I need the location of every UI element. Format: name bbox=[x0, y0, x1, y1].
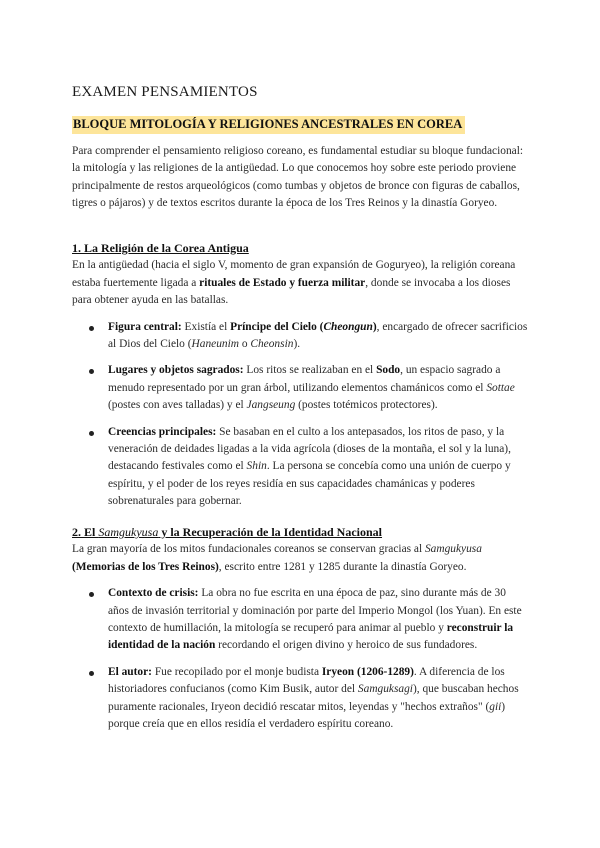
section-1-heading: 1. La Religión de la Corea Antigua bbox=[72, 241, 249, 255]
list-item: Creencias principales: Se basaban en el culto a los antepasados, los ritos de paso, y la veneración de deidades ligadas a la vida agrícola (dioses de la montaña, el sol y la luna), destacando festivales como el Shin. La persona se concebía como una unión de cuerpo y espíritu, y el poder de los reyes residía en sus capacidades chamánicas y poderes sobrenaturales para gobernar. bbox=[72, 424, 528, 511]
section-2-heading: 2. El Samgukyusa y la Recuperación de la Identidad Nacional bbox=[72, 525, 383, 539]
list-item: Lugares y objetos sagrados: Los ritos se realizaban en el Sodo, un espacio sagrado a menudo representado por un gran árbol, utilizando elementos chamánicos como el Sottae (postes con aves talladas) y el Jangseung (postes totémicos protectores). bbox=[72, 362, 528, 414]
highlighted-subtitle: BLOQUE MITOLOGÍA Y RELIGIONES ANCESTRALES EN COREA bbox=[72, 116, 465, 134]
list-item: El autor: Fue recopilado por el monje budista Iryeon (1206-1289). A diferencia de los historiadores confucianos (como Kim Busik, autor del Samguksagi), que buscaban hechos puramente racionales, Iryeon decidió rescatar mitos, leyendas y "hechos extraños" (gii) porque creía que en ellos residía el verdadero espíritu coreano. bbox=[72, 664, 528, 734]
page-title: EXAMEN PENSAMIENTOS bbox=[72, 84, 258, 100]
list-item: Figura central: Existía el Príncipe del Cielo (Cheongun), encargado de ofrecer sacrificios al Dios del Cielo (Haneunim o Cheonsin). bbox=[72, 319, 528, 354]
section-2 bbox=[72, 524, 528, 733]
intro-paragraph: Para comprender el pensamiento religioso coreano, es fundamental estudiar su bloque fundacional: la mitología y las religiones de la antigüedad. Lo que conocemos hoy sobre este periodo proviene principalmente de restos arqueológicos (como tumbas y objetos de bronce con figuras de caballos, tigres o pájaros) y de textos escritos durante la época de los Tres Reinos y la dinastía Goryeo. bbox=[72, 145, 524, 210]
list-item: Contexto de crisis: La obra no fue escrita en una época de paz, sino durante más de 30 años de invasión territorial y dominación por parte del Imperio Mongol (los Yuan). En este contexto de humillación, la mitología se recuperó para animar al pueblo y reconstruir la identidad de la nación recordando el origen divino y heroico de sus fundadores. bbox=[72, 585, 528, 655]
section-1-paragraph: En la antigüedad (hacia el siglo V, momento de gran expansión de Goguryeo), la religión coreana estaba fuertemente ligada a rituales de Estado y fuerza militar, donde se invocaba a los dioses para obtener ayuda en las batallas. bbox=[72, 259, 516, 307]
section-1-list bbox=[72, 319, 528, 511]
section-2-list bbox=[72, 585, 528, 733]
section-1 bbox=[72, 240, 528, 511]
section-2-paragraph: La gran mayoría de los mitos fundacionales coreanos se conservan gracias al Samgukyusa (Memorias de los Tres Reinos), escrito entre 1281 y 1285 durante la dinastía Goryeo. bbox=[72, 543, 482, 573]
